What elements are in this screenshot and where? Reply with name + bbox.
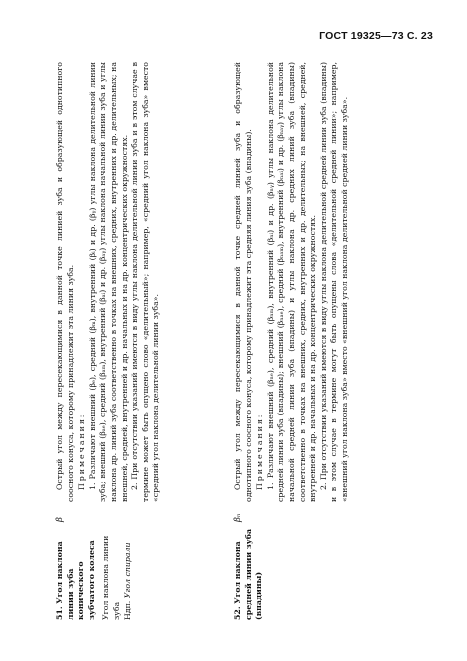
notes-title: Примечания: — [255, 412, 265, 490]
page-header: ГОСТ 19325—73 С. 23 — [319, 30, 433, 42]
definition-text: Острый угол между пересекающимися в данной точке линией зуба и образующей однотипного соосного конуса, которому принадлежит эта линия зуба. — [55, 62, 75, 502]
note-2: 2. При отсутствии указаний имеются в виду углы наклона делительной средней линии зуба (впадины) и в этом случае в термине могут быть опущены слова «делительной средней линии»; например, «внешний угол наклона зуба» вместо «внешний угол наклона делительной средней линии зуба». — [318, 62, 349, 502]
definition-text: Острый угол между пересекающимися в данной точке средней линией зуба и образующей однотипного соосного конуса, которому принадлежит эта средняя линия зуба (впадины). — [233, 62, 253, 502]
definition-column — [233, 62, 351, 502]
ndp-label: Ндп. — [122, 600, 132, 620]
ndp-term — [123, 524, 134, 620]
term-column — [233, 524, 265, 620]
alt-term: Угол наклона линии зуба — [101, 535, 121, 620]
ndp-value: Угол спирали — [122, 542, 132, 599]
note-1: 1. Различают внешний (βₑ), средний (βₘ), внутренний (βᵢ) и др. (βᵧ) углы наклона делительной линии зуба; внешний (βₐₑ), средний (βₐₘ), внутренний (βₐᵢ) и др. (βₐᵧ) углы наклона начальной линии зуба и углы наклона др. линий зуба соответственно в точках на внешних, средних, внутренних и др. делительных; на внешней, средней, внутренней и др. начальных и на др. концентрических окружностях. — [87, 62, 129, 502]
term-symbol: β — [55, 517, 65, 522]
term-symbol: βₙ — [233, 513, 243, 522]
term-title: 51. Угол наклона линии зуба конического зубчатого колеса — [55, 540, 96, 620]
definition-column — [55, 62, 162, 502]
note-1: 1. Различают внешний (βₙₑ), средний (βₙₘ), внутренний (βₙᵢ) и др. (βₙᵧ) углы наклона делительной средней линии зуба (впадины); внешний (βₙₐₑ), средний (βₙₐₘ), внутренний (βₙₐᵢ) и др. (βₙₐᵧ) углы наклона начальной средней линии зуба (впадины) и углы наклона др. средних линий зуба (впадины) соответственно в точках на внешних, средних, внутренних и др. делительных; на внешней, средней, внутренней и др. начальных и на др. концентрических окружностях. — [265, 62, 318, 502]
rotated-content — [55, 60, 415, 620]
term-title: 52. Угол наклона средней линии зуба (впадины) — [233, 528, 264, 620]
notes-title: Примечания: — [77, 412, 87, 490]
note-2: 2. При отсутствии указаний имеются в виду углы наклона делительной линии зуба и в этом случае в термине может быть опущено слово «делительный»; например, «средний угол наклона зуба» вместо «средний угол наклона делительной линии зуба». — [130, 62, 161, 502]
term-column — [55, 524, 133, 620]
